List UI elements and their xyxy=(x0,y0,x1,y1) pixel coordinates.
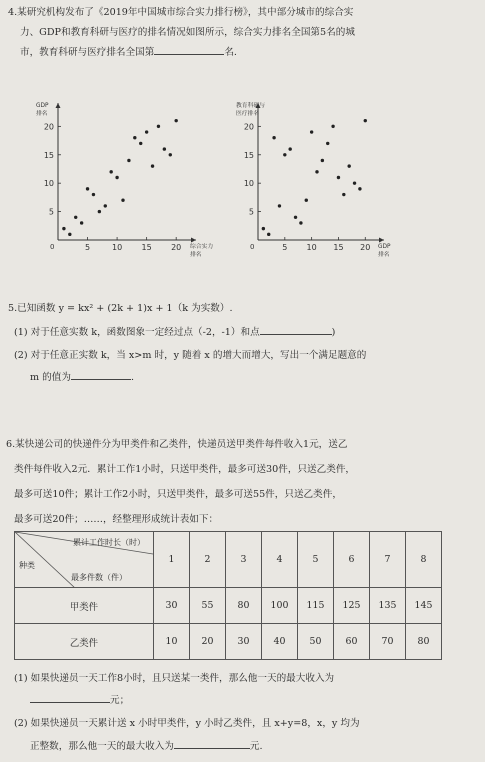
scatter-chart-education xyxy=(236,101,391,258)
y-axis-label: 排名 xyxy=(36,111,48,117)
origin-label: 0 xyxy=(50,243,55,251)
data-point xyxy=(299,221,302,224)
scatter-chart-gdp xyxy=(36,103,213,258)
data-point xyxy=(331,125,334,128)
origin-label: 0 xyxy=(250,243,255,251)
hour-cell: 4 xyxy=(262,532,298,588)
q6-line-2: 类件每件收入2元．累计工作1小时，只送甲类件，最多可送30件，只送乙类件， xyxy=(14,464,356,475)
hour-cell: 1 xyxy=(154,532,190,588)
data-point xyxy=(98,210,101,213)
table-cell: 10 xyxy=(154,624,190,660)
y-axis-label: 教育科研与 xyxy=(236,103,265,109)
data-point xyxy=(278,204,281,207)
hour-cell: 3 xyxy=(226,532,262,588)
x-tick-label: 10 xyxy=(306,243,317,252)
y-tick-label: 15 xyxy=(243,150,254,160)
q6-line-4: 最多可送20件；……，经整理形成统计表如下： xyxy=(14,514,219,525)
data-point xyxy=(267,233,270,236)
q5-part2-cont: m 的值为 . xyxy=(30,372,134,383)
y-tick-label: 10 xyxy=(43,179,54,189)
table-cell: 20 xyxy=(190,624,226,660)
data-point xyxy=(157,125,160,128)
hour-cell: 2 xyxy=(190,532,226,588)
data-point xyxy=(337,176,340,179)
answer-blank[interactable] xyxy=(71,379,131,380)
table-cell: 100 xyxy=(262,588,298,624)
q6-line-3: 最多可送10件；累计工作2小时，只送甲类件，最多可送55件，只送乙类件， xyxy=(14,489,342,500)
data-point xyxy=(353,181,356,184)
charts-area xyxy=(0,80,485,280)
data-point xyxy=(169,153,172,156)
row-label: 甲类件 xyxy=(15,588,154,624)
q6-sub2-line2: 正整数，那么他一天的最大收入为 元. xyxy=(30,741,263,752)
q5-part2: (2) 对于任意正实数 k，当 x>m 时，y 随着 x 的增大而增大，写出一个满足题意的 xyxy=(14,350,367,361)
header-kind-label: 种类 xyxy=(19,561,35,570)
q6-sub1-line1: (1) 如果快递员一天工作8小时，且只送某一类件，那么他一天的最大收入为 xyxy=(14,673,335,684)
q6-line-1: 6.某快递公司的快递件分为甲类件和乙类件，快递员送甲类件每件收入1元，送乙 xyxy=(6,439,348,450)
data-point xyxy=(326,142,329,145)
table-cell: 145 xyxy=(406,588,442,624)
hour-cell: 5 xyxy=(298,532,334,588)
hour-cell: 8 xyxy=(406,532,442,588)
y-tick-label: 5 xyxy=(248,207,254,217)
hour-cell: 6 xyxy=(334,532,370,588)
data-point xyxy=(80,221,83,224)
data-point xyxy=(92,193,95,196)
q5-stem: 5.已知函数 y = kx² + (2k + 1)x + 1（k 为实数）. xyxy=(8,303,233,314)
q4-line-1: 4.某研究机构发布了《2019年中国城市综合实力排行榜》，其中部分城市的综合实 xyxy=(8,7,354,18)
x-axis-label: 排名 xyxy=(190,252,202,258)
table-cell: 80 xyxy=(226,588,262,624)
hour-cell: 7 xyxy=(370,532,406,588)
x-axis-arrow xyxy=(191,238,196,243)
data-point xyxy=(145,130,148,133)
table-cell: 60 xyxy=(334,624,370,660)
data-point xyxy=(109,170,112,173)
y-tick-label: 20 xyxy=(243,122,254,132)
data-point xyxy=(133,136,136,139)
table-cell: 50 xyxy=(298,624,334,660)
data-point xyxy=(115,176,118,179)
answer-blank[interactable] xyxy=(260,334,332,335)
q6-sub2-line1: (2) 如果快递员一天累计送 x 小时甲类件，y 小时乙类件，且 x+y=8，x，y 均为 xyxy=(14,718,360,729)
q5-part1: (1) 对于任意实数 k，函数图象一定经过点（-2，-1）和点 ) xyxy=(14,327,336,338)
y-axis-label: GDP xyxy=(36,103,49,109)
x-tick-label: 20 xyxy=(360,243,371,252)
y-tick-label: 20 xyxy=(43,122,54,132)
table-cell: 40 xyxy=(262,624,298,660)
data-point xyxy=(68,233,71,236)
x-axis-label: GDP xyxy=(378,244,391,250)
answer-blank[interactable] xyxy=(30,702,110,703)
data-point xyxy=(315,170,318,173)
data-point xyxy=(174,119,177,122)
data-point xyxy=(364,119,367,122)
data-point xyxy=(358,187,361,190)
data-point xyxy=(342,193,345,196)
x-tick-label: 15 xyxy=(141,243,152,252)
data-point xyxy=(294,216,297,219)
table-row-yi xyxy=(15,624,442,660)
data-point xyxy=(86,187,89,190)
y-tick-label: 10 xyxy=(243,179,254,189)
data-point xyxy=(121,199,124,202)
data-point xyxy=(127,159,130,162)
data-point xyxy=(310,130,313,133)
y-tick-label: 15 xyxy=(43,150,54,160)
x-tick-label: 5 xyxy=(282,243,288,252)
table-cell: 115 xyxy=(298,588,334,624)
data-point xyxy=(347,164,350,167)
x-tick-label: 15 xyxy=(333,243,344,252)
y-tick-label: 5 xyxy=(48,207,54,217)
x-tick-label: 10 xyxy=(111,243,123,252)
data-point xyxy=(163,147,166,150)
table-cell: 125 xyxy=(334,588,370,624)
answer-blank[interactable] xyxy=(174,748,250,749)
data-point xyxy=(305,199,308,202)
answer-blank[interactable] xyxy=(154,54,224,55)
header-hours-label: 累计工作时长（时） xyxy=(73,538,145,547)
data-point xyxy=(272,136,275,139)
table-header-diagonal xyxy=(15,532,154,588)
x-axis-label: 排名 xyxy=(378,252,390,258)
data-point xyxy=(321,159,324,162)
data-point xyxy=(74,216,77,219)
y-axis-label: 医疗排名 xyxy=(236,111,260,117)
q4-line-3: 市，教育科研与医疗排名全国第 名. xyxy=(20,47,237,58)
data-point xyxy=(283,153,286,156)
header-count-label: 最多件数（件） xyxy=(71,573,127,582)
table-cell: 80 xyxy=(406,624,442,660)
data-point xyxy=(139,142,142,145)
x-tick-label: 5 xyxy=(84,243,91,252)
table-cell: 70 xyxy=(370,624,406,660)
table-cell: 30 xyxy=(154,588,190,624)
data-point xyxy=(288,147,291,150)
data-point xyxy=(62,227,65,230)
q4-line-2: 力、GDP和教育科研与医疗的排名情况如图所示，综合实力排名全国第5名的城 xyxy=(20,27,355,38)
table-cell: 55 xyxy=(190,588,226,624)
x-axis-label: 综合实力 xyxy=(190,244,214,250)
row-label: 乙类件 xyxy=(15,624,154,660)
q6-sub1-line2: 元； xyxy=(30,694,129,707)
table-cell: 30 xyxy=(226,624,262,660)
data-point xyxy=(151,164,154,167)
x-axis-arrow xyxy=(379,238,384,243)
table-cell: 135 xyxy=(370,588,406,624)
data-point xyxy=(262,227,265,230)
data-point xyxy=(104,204,107,207)
stats-table xyxy=(14,531,442,660)
table-row-jia xyxy=(15,588,442,624)
y-axis-arrow xyxy=(56,103,61,108)
x-tick-label: 20 xyxy=(171,243,182,252)
